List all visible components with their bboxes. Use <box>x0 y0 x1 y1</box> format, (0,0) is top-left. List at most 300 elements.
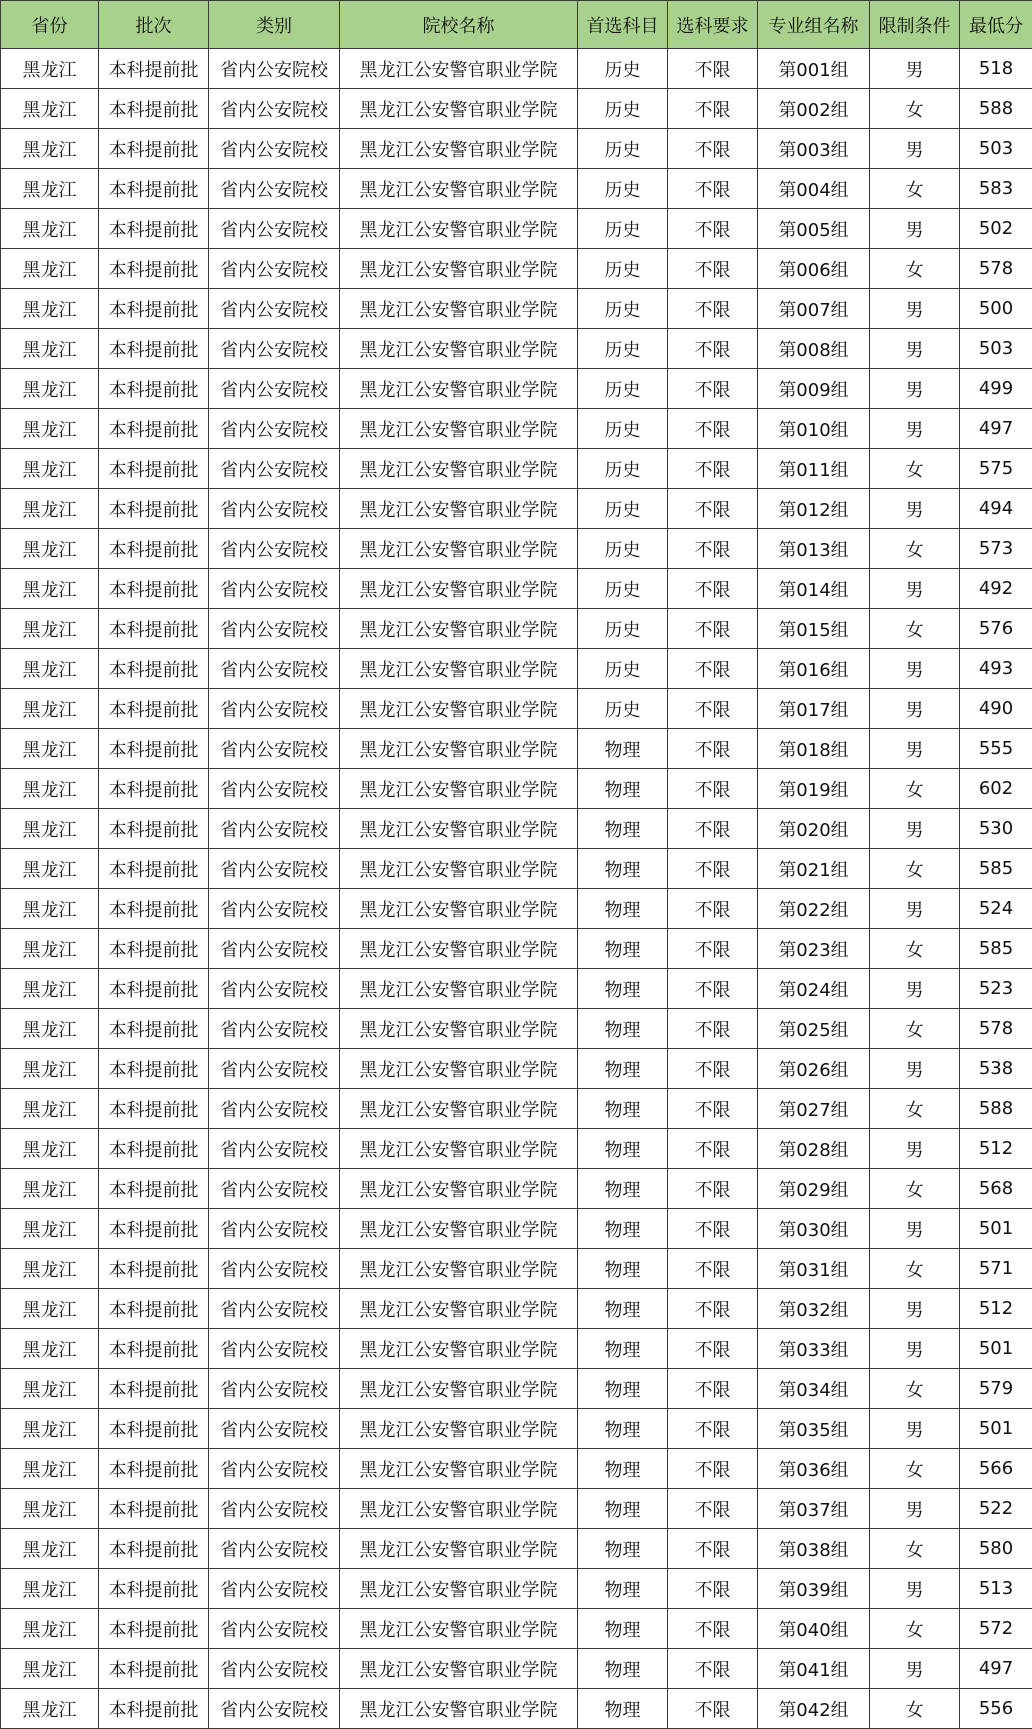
cell-category: 省内公安院校 <box>209 1209 340 1249</box>
cell-min-score: 572 <box>960 1609 1032 1649</box>
cell-batch: 本科提前批 <box>99 129 209 169</box>
cell-school-name: 黑龙江公安警官职业学院 <box>340 1689 578 1729</box>
cell-subject-requirement: 不限 <box>668 849 758 889</box>
cell-category: 省内公安院校 <box>209 1009 340 1049</box>
cell-restriction: 女 <box>870 1689 960 1729</box>
table-row <box>1 1609 1032 1649</box>
cell-major-group: 第028组 <box>758 1129 870 1169</box>
table-row <box>1 649 1032 689</box>
cell-major-group: 第031组 <box>758 1249 870 1289</box>
cell-restriction: 男 <box>870 1049 960 1089</box>
cell-subject-requirement: 不限 <box>668 249 758 289</box>
table-row <box>1 1169 1032 1209</box>
cell-restriction: 男 <box>870 129 960 169</box>
cell-province: 黑龙江 <box>1 449 99 489</box>
cell-province: 黑龙江 <box>1 889 99 929</box>
cell-major-group: 第012组 <box>758 489 870 529</box>
cell-school-name: 黑龙江公安警官职业学院 <box>340 529 578 569</box>
cell-school-name: 黑龙江公安警官职业学院 <box>340 1209 578 1249</box>
cell-min-score: 499 <box>960 369 1032 409</box>
cell-school-name: 黑龙江公安警官职业学院 <box>340 1249 578 1289</box>
table-row <box>1 929 1032 969</box>
cell-category: 省内公安院校 <box>209 1609 340 1649</box>
cell-primary-subject: 物理 <box>578 929 668 969</box>
table-row <box>1 1569 1032 1609</box>
cell-min-score: 555 <box>960 729 1032 769</box>
cell-restriction: 女 <box>870 89 960 129</box>
cell-restriction: 男 <box>870 729 960 769</box>
table-row <box>1 249 1032 289</box>
cell-category: 省内公安院校 <box>209 1369 340 1409</box>
cell-province: 黑龙江 <box>1 1009 99 1049</box>
table-row <box>1 569 1032 609</box>
cell-major-group: 第006组 <box>758 249 870 289</box>
cell-province: 黑龙江 <box>1 1169 99 1209</box>
cell-major-group: 第030组 <box>758 1209 870 1249</box>
cell-restriction: 男 <box>870 49 960 89</box>
cell-subject-requirement: 不限 <box>668 889 758 929</box>
cell-category: 省内公安院校 <box>209 129 340 169</box>
cell-batch: 本科提前批 <box>99 529 209 569</box>
cell-category: 省内公安院校 <box>209 209 340 249</box>
cell-subject-requirement: 不限 <box>668 769 758 809</box>
cell-subject-requirement: 不限 <box>668 1529 758 1569</box>
table-row <box>1 1289 1032 1329</box>
column-header-province: 省份 <box>1 1 99 49</box>
cell-primary-subject: 物理 <box>578 1409 668 1449</box>
cell-category: 省内公安院校 <box>209 1129 340 1169</box>
cell-primary-subject: 物理 <box>578 769 668 809</box>
cell-primary-subject: 物理 <box>578 1529 668 1569</box>
cell-subject-requirement: 不限 <box>668 1449 758 1489</box>
cell-major-group: 第026组 <box>758 1049 870 1089</box>
column-header-min-score: 最低分 <box>960 1 1032 49</box>
cell-province: 黑龙江 <box>1 929 99 969</box>
cell-batch: 本科提前批 <box>99 1049 209 1089</box>
cell-major-group: 第034组 <box>758 1369 870 1409</box>
cell-min-score: 493 <box>960 649 1032 689</box>
cell-primary-subject: 物理 <box>578 1249 668 1289</box>
cell-subject-requirement: 不限 <box>668 1409 758 1449</box>
cell-category: 省内公安院校 <box>209 409 340 449</box>
cell-subject-requirement: 不限 <box>668 369 758 409</box>
cell-restriction: 女 <box>870 1609 960 1649</box>
cell-school-name: 黑龙江公安警官职业学院 <box>340 1609 578 1649</box>
cell-restriction: 男 <box>870 369 960 409</box>
cell-province: 黑龙江 <box>1 329 99 369</box>
cell-province: 黑龙江 <box>1 249 99 289</box>
cell-school-name: 黑龙江公安警官职业学院 <box>340 769 578 809</box>
cell-primary-subject: 历史 <box>578 49 668 89</box>
cell-primary-subject: 历史 <box>578 529 668 569</box>
table-row <box>1 849 1032 889</box>
cell-batch: 本科提前批 <box>99 1409 209 1449</box>
table-row <box>1 609 1032 649</box>
cell-major-group: 第003组 <box>758 129 870 169</box>
cell-batch: 本科提前批 <box>99 809 209 849</box>
cell-major-group: 第010组 <box>758 409 870 449</box>
table-row <box>1 1689 1032 1729</box>
cell-subject-requirement: 不限 <box>668 409 758 449</box>
cell-primary-subject: 物理 <box>578 1449 668 1489</box>
cell-primary-subject: 物理 <box>578 889 668 929</box>
cell-primary-subject: 物理 <box>578 1329 668 1369</box>
cell-province: 黑龙江 <box>1 489 99 529</box>
cell-province: 黑龙江 <box>1 569 99 609</box>
table-row <box>1 409 1032 449</box>
cell-batch: 本科提前批 <box>99 329 209 369</box>
table-row <box>1 809 1032 849</box>
cell-primary-subject: 物理 <box>578 1209 668 1249</box>
cell-primary-subject: 物理 <box>578 1369 668 1409</box>
cell-restriction: 男 <box>870 1409 960 1449</box>
cell-province: 黑龙江 <box>1 289 99 329</box>
cell-category: 省内公安院校 <box>209 1169 340 1209</box>
cell-school-name: 黑龙江公安警官职业学院 <box>340 1009 578 1049</box>
cell-restriction: 男 <box>870 209 960 249</box>
cell-major-group: 第036组 <box>758 1449 870 1489</box>
cell-primary-subject: 物理 <box>578 1289 668 1329</box>
cell-major-group: 第038组 <box>758 1529 870 1569</box>
cell-primary-subject: 历史 <box>578 369 668 409</box>
cell-min-score: 501 <box>960 1329 1032 1369</box>
cell-batch: 本科提前批 <box>99 889 209 929</box>
cell-province: 黑龙江 <box>1 1529 99 1569</box>
cell-batch: 本科提前批 <box>99 729 209 769</box>
cell-primary-subject: 历史 <box>578 329 668 369</box>
cell-primary-subject: 历史 <box>578 209 668 249</box>
cell-major-group: 第019组 <box>758 769 870 809</box>
cell-major-group: 第024组 <box>758 969 870 1009</box>
cell-batch: 本科提前批 <box>99 769 209 809</box>
cell-batch: 本科提前批 <box>99 409 209 449</box>
cell-restriction: 男 <box>870 649 960 689</box>
cell-major-group: 第014组 <box>758 569 870 609</box>
cell-min-score: 585 <box>960 929 1032 969</box>
cell-restriction: 女 <box>870 929 960 969</box>
cell-province: 黑龙江 <box>1 1329 99 1369</box>
cell-category: 省内公安院校 <box>209 769 340 809</box>
cell-min-score: 578 <box>960 1009 1032 1049</box>
cell-batch: 本科提前批 <box>99 1689 209 1729</box>
cell-batch: 本科提前批 <box>99 1649 209 1689</box>
cell-school-name: 黑龙江公安警官职业学院 <box>340 969 578 1009</box>
cell-subject-requirement: 不限 <box>668 1489 758 1529</box>
cell-restriction: 女 <box>870 1529 960 1569</box>
cell-school-name: 黑龙江公安警官职业学院 <box>340 1489 578 1529</box>
cell-primary-subject: 历史 <box>578 409 668 449</box>
cell-min-score: 513 <box>960 1569 1032 1609</box>
table-row <box>1 329 1032 369</box>
cell-province: 黑龙江 <box>1 1369 99 1409</box>
cell-major-group: 第025组 <box>758 1009 870 1049</box>
cell-major-group: 第037组 <box>758 1489 870 1529</box>
cell-category: 省内公安院校 <box>209 1049 340 1089</box>
table-row <box>1 1529 1032 1569</box>
cell-category: 省内公安院校 <box>209 609 340 649</box>
table-row <box>1 289 1032 329</box>
cell-province: 黑龙江 <box>1 1489 99 1529</box>
table-row <box>1 1249 1032 1289</box>
cell-category: 省内公安院校 <box>209 329 340 369</box>
cell-major-group: 第032组 <box>758 1289 870 1329</box>
cell-min-score: 500 <box>960 289 1032 329</box>
cell-primary-subject: 物理 <box>578 729 668 769</box>
table-row <box>1 689 1032 729</box>
cell-province: 黑龙江 <box>1 89 99 129</box>
cell-restriction: 男 <box>870 809 960 849</box>
cell-min-score: 573 <box>960 529 1032 569</box>
cell-school-name: 黑龙江公安警官职业学院 <box>340 1409 578 1449</box>
cell-primary-subject: 历史 <box>578 689 668 729</box>
cell-primary-subject: 历史 <box>578 609 668 649</box>
cell-category: 省内公安院校 <box>209 849 340 889</box>
cell-restriction: 女 <box>870 1369 960 1409</box>
cell-province: 黑龙江 <box>1 1449 99 1489</box>
cell-major-group: 第039组 <box>758 1569 870 1609</box>
cell-major-group: 第001组 <box>758 49 870 89</box>
cell-min-score: 497 <box>960 1649 1032 1689</box>
cell-province: 黑龙江 <box>1 1649 99 1689</box>
cell-primary-subject: 物理 <box>578 1169 668 1209</box>
cell-province: 黑龙江 <box>1 409 99 449</box>
cell-batch: 本科提前批 <box>99 929 209 969</box>
cell-batch: 本科提前批 <box>99 449 209 489</box>
cell-major-group: 第017组 <box>758 689 870 729</box>
cell-province: 黑龙江 <box>1 1409 99 1449</box>
table-row <box>1 369 1032 409</box>
cell-school-name: 黑龙江公安警官职业学院 <box>340 1649 578 1689</box>
cell-category: 省内公安院校 <box>209 289 340 329</box>
cell-subject-requirement: 不限 <box>668 329 758 369</box>
cell-subject-requirement: 不限 <box>668 209 758 249</box>
cell-subject-requirement: 不限 <box>668 1049 758 1089</box>
cell-subject-requirement: 不限 <box>668 449 758 489</box>
cell-restriction: 男 <box>870 1489 960 1529</box>
cell-min-score: 492 <box>960 569 1032 609</box>
cell-subject-requirement: 不限 <box>668 89 758 129</box>
cell-batch: 本科提前批 <box>99 169 209 209</box>
cell-school-name: 黑龙江公安警官职业学院 <box>340 569 578 609</box>
cell-category: 省内公安院校 <box>209 1089 340 1129</box>
table-row <box>1 1049 1032 1089</box>
cell-min-score: 571 <box>960 1249 1032 1289</box>
cell-min-score: 501 <box>960 1409 1032 1449</box>
cell-category: 省内公安院校 <box>209 49 340 89</box>
header-row <box>1 1 1032 49</box>
cell-category: 省内公安院校 <box>209 1649 340 1689</box>
cell-subject-requirement: 不限 <box>668 169 758 209</box>
cell-province: 黑龙江 <box>1 1569 99 1609</box>
table-row <box>1 729 1032 769</box>
column-header-restriction: 限制条件 <box>870 1 960 49</box>
cell-major-group: 第008组 <box>758 329 870 369</box>
column-header-subject-requirement: 选科要求 <box>668 1 758 49</box>
cell-school-name: 黑龙江公安警官职业学院 <box>340 609 578 649</box>
table-body <box>1 49 1032 1729</box>
cell-subject-requirement: 不限 <box>668 1329 758 1369</box>
cell-major-group: 第023组 <box>758 929 870 969</box>
cell-primary-subject: 物理 <box>578 809 668 849</box>
cell-min-score: 568 <box>960 1169 1032 1209</box>
table-row <box>1 1129 1032 1169</box>
cell-school-name: 黑龙江公安警官职业学院 <box>340 729 578 769</box>
cell-school-name: 黑龙江公安警官职业学院 <box>340 1569 578 1609</box>
cell-province: 黑龙江 <box>1 1249 99 1289</box>
cell-batch: 本科提前批 <box>99 1169 209 1209</box>
cell-province: 黑龙江 <box>1 769 99 809</box>
cell-school-name: 黑龙江公安警官职业学院 <box>340 1169 578 1209</box>
cell-subject-requirement: 不限 <box>668 1689 758 1729</box>
cell-restriction: 男 <box>870 1649 960 1689</box>
cell-province: 黑龙江 <box>1 609 99 649</box>
cell-subject-requirement: 不限 <box>668 649 758 689</box>
cell-batch: 本科提前批 <box>99 89 209 129</box>
cell-subject-requirement: 不限 <box>668 289 758 329</box>
table-row <box>1 49 1032 89</box>
cell-restriction: 男 <box>870 569 960 609</box>
cell-min-score: 576 <box>960 609 1032 649</box>
table-row <box>1 129 1032 169</box>
cell-restriction: 女 <box>870 849 960 889</box>
cell-primary-subject: 物理 <box>578 1049 668 1089</box>
cell-batch: 本科提前批 <box>99 689 209 729</box>
cell-subject-requirement: 不限 <box>668 1609 758 1649</box>
cell-category: 省内公安院校 <box>209 929 340 969</box>
cell-batch: 本科提前批 <box>99 289 209 329</box>
cell-major-group: 第035组 <box>758 1409 870 1449</box>
table-row <box>1 89 1032 129</box>
cell-province: 黑龙江 <box>1 689 99 729</box>
cell-school-name: 黑龙江公安警官职业学院 <box>340 369 578 409</box>
cell-school-name: 黑龙江公安警官职业学院 <box>340 849 578 889</box>
cell-restriction: 男 <box>870 1129 960 1169</box>
cell-subject-requirement: 不限 <box>668 49 758 89</box>
cell-batch: 本科提前批 <box>99 49 209 89</box>
cell-province: 黑龙江 <box>1 1609 99 1649</box>
cell-batch: 本科提前批 <box>99 1449 209 1489</box>
cell-primary-subject: 历史 <box>578 449 668 489</box>
cell-subject-requirement: 不限 <box>668 1369 758 1409</box>
cell-subject-requirement: 不限 <box>668 969 758 1009</box>
cell-primary-subject: 物理 <box>578 849 668 889</box>
cell-subject-requirement: 不限 <box>668 1089 758 1129</box>
cell-min-score: 556 <box>960 1689 1032 1729</box>
table-row <box>1 1409 1032 1449</box>
column-header-primary-subject: 首选科目 <box>578 1 668 49</box>
cell-min-score: 538 <box>960 1049 1032 1089</box>
cell-min-score: 494 <box>960 489 1032 529</box>
table-row <box>1 489 1032 529</box>
cell-subject-requirement: 不限 <box>668 1569 758 1609</box>
cell-min-score: 522 <box>960 1489 1032 1529</box>
cell-school-name: 黑龙江公安警官职业学院 <box>340 1089 578 1129</box>
column-header-major-group: 专业组名称 <box>758 1 870 49</box>
cell-school-name: 黑龙江公安警官职业学院 <box>340 129 578 169</box>
cell-major-group: 第022组 <box>758 889 870 929</box>
cell-province: 黑龙江 <box>1 169 99 209</box>
cell-category: 省内公安院校 <box>209 1409 340 1449</box>
cell-school-name: 黑龙江公安警官职业学院 <box>340 689 578 729</box>
table-row <box>1 1009 1032 1049</box>
cell-batch: 本科提前批 <box>99 1329 209 1369</box>
cell-batch: 本科提前批 <box>99 609 209 649</box>
table-row <box>1 889 1032 929</box>
cell-category: 省内公安院校 <box>209 1249 340 1289</box>
cell-primary-subject: 历史 <box>578 249 668 289</box>
cell-category: 省内公安院校 <box>209 649 340 689</box>
cell-primary-subject: 物理 <box>578 969 668 1009</box>
cell-restriction: 女 <box>870 1009 960 1049</box>
cell-school-name: 黑龙江公安警官职业学院 <box>340 449 578 489</box>
cell-min-score: 588 <box>960 1089 1032 1129</box>
cell-batch: 本科提前批 <box>99 1089 209 1129</box>
cell-major-group: 第002组 <box>758 89 870 129</box>
cell-min-score: 530 <box>960 809 1032 849</box>
cell-category: 省内公安院校 <box>209 489 340 529</box>
cell-min-score: 602 <box>960 769 1032 809</box>
cell-province: 黑龙江 <box>1 729 99 769</box>
cell-subject-requirement: 不限 <box>668 729 758 769</box>
cell-batch: 本科提前批 <box>99 489 209 529</box>
table-row <box>1 1209 1032 1249</box>
cell-restriction: 男 <box>870 1329 960 1369</box>
cell-restriction: 女 <box>870 169 960 209</box>
cell-school-name: 黑龙江公安警官职业学院 <box>340 249 578 289</box>
cell-primary-subject: 物理 <box>578 1089 668 1129</box>
cell-restriction: 男 <box>870 1569 960 1609</box>
cell-school-name: 黑龙江公安警官职业学院 <box>340 409 578 449</box>
column-header-category: 类别 <box>209 1 340 49</box>
table-row <box>1 769 1032 809</box>
cell-subject-requirement: 不限 <box>668 1169 758 1209</box>
cell-category: 省内公安院校 <box>209 249 340 289</box>
cell-category: 省内公安院校 <box>209 1289 340 1329</box>
cell-restriction: 女 <box>870 1169 960 1209</box>
table-row <box>1 1489 1032 1529</box>
cell-category: 省内公安院校 <box>209 969 340 1009</box>
cell-restriction: 女 <box>870 1089 960 1129</box>
cell-restriction: 女 <box>870 449 960 489</box>
table-row <box>1 1369 1032 1409</box>
cell-primary-subject: 历史 <box>578 289 668 329</box>
cell-min-score: 566 <box>960 1449 1032 1489</box>
cell-major-group: 第029组 <box>758 1169 870 1209</box>
cell-primary-subject: 物理 <box>578 1609 668 1649</box>
cell-batch: 本科提前批 <box>99 649 209 689</box>
cell-batch: 本科提前批 <box>99 1249 209 1289</box>
cell-school-name: 黑龙江公安警官职业学院 <box>340 49 578 89</box>
cell-province: 黑龙江 <box>1 529 99 569</box>
cell-school-name: 黑龙江公安警官职业学院 <box>340 1369 578 1409</box>
cell-primary-subject: 历史 <box>578 169 668 209</box>
cell-restriction: 男 <box>870 1209 960 1249</box>
cell-min-score: 585 <box>960 849 1032 889</box>
cell-primary-subject: 历史 <box>578 649 668 689</box>
cell-province: 黑龙江 <box>1 849 99 889</box>
column-header-batch: 批次 <box>99 1 209 49</box>
cell-school-name: 黑龙江公安警官职业学院 <box>340 809 578 849</box>
cell-batch: 本科提前批 <box>99 1529 209 1569</box>
cell-restriction: 女 <box>870 249 960 289</box>
cell-primary-subject: 物理 <box>578 1689 668 1729</box>
cell-min-score: 518 <box>960 49 1032 89</box>
cell-batch: 本科提前批 <box>99 1129 209 1169</box>
cell-restriction: 男 <box>870 409 960 449</box>
cell-primary-subject: 历史 <box>578 89 668 129</box>
cell-batch: 本科提前批 <box>99 1369 209 1409</box>
cell-school-name: 黑龙江公安警官职业学院 <box>340 929 578 969</box>
